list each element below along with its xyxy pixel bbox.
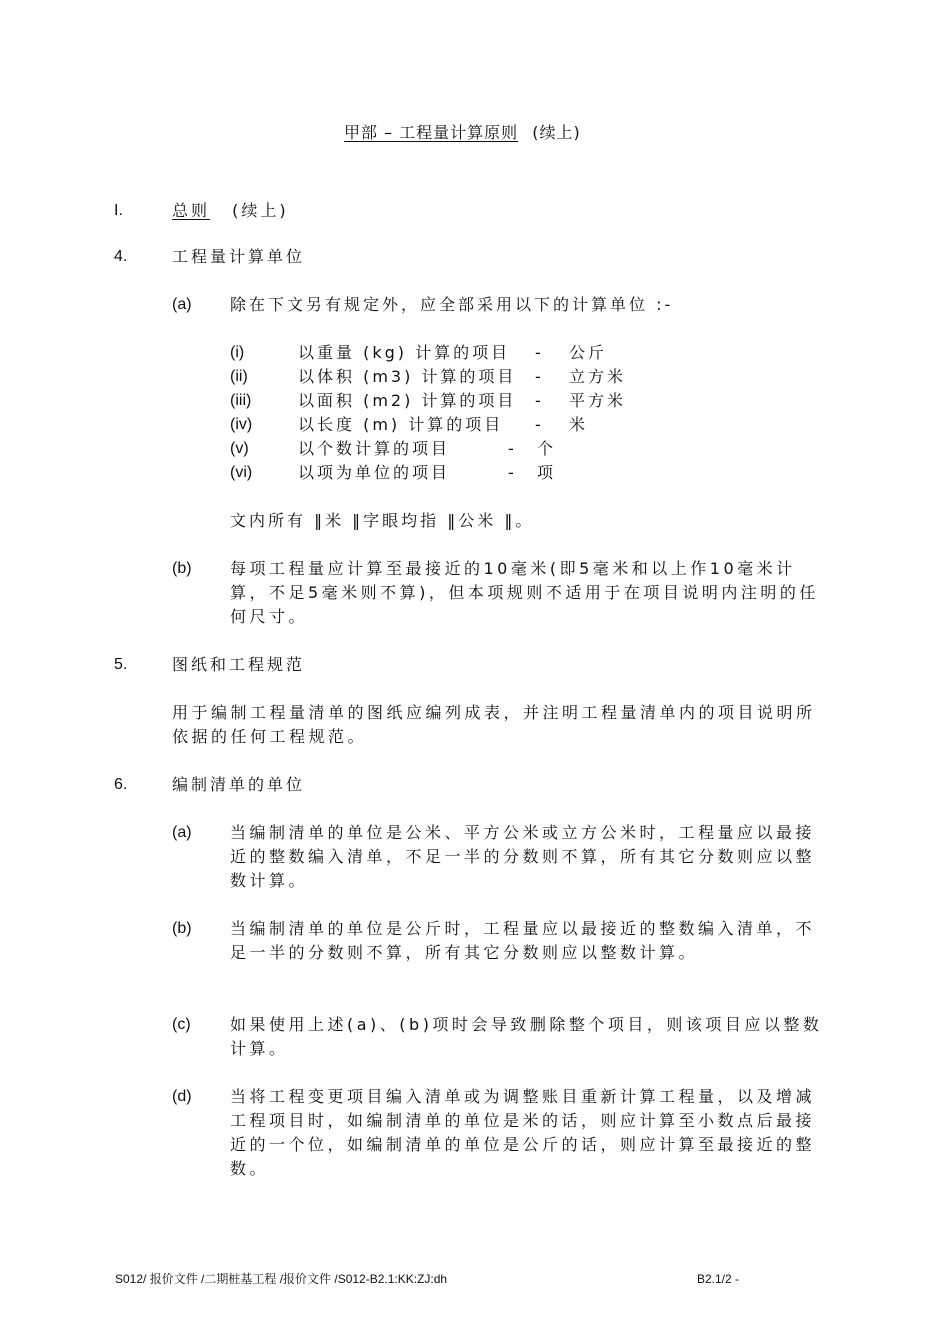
page-title [344,121,581,145]
section-heading-text: 总则 [172,201,211,220]
unit-roman: (v) [230,440,249,457]
unit-name: 公斤 [569,343,608,362]
clause-heading: 编制清单的单位 [172,775,306,794]
page-title-suffix: (续上) [532,123,581,142]
unit-dash: - [535,343,544,362]
unit-name: 平方米 [569,391,627,410]
footer-page-number: B2.1/2 - [697,1272,740,1286]
sub-clause-label: (b) [172,560,192,577]
section-heading [172,199,289,223]
sub-clause-label: (d) [172,1088,192,1105]
unit-item: 以长度 (m) 计算的项目 [298,415,504,434]
section-heading-suffix: (续上) [232,201,289,220]
unit-item: 以面积 (m2) 计算的项目 [298,391,517,410]
unit-dash: - [535,415,544,434]
unit-item: 以个数计算的项目 [298,439,451,458]
unit-name: 立方米 [569,367,627,386]
unit-roman: (iii) [230,392,252,409]
sub-clause-text: 当编制清单的单位是公米、平方公米或立方公米时，工程量应以最接近的整数编入清单，不足一半的分数则不算，所有其它分数则应以整数计算。 [230,823,816,890]
unit-item: 以体积 (m3) 计算的项目 [298,367,517,386]
sub-clause-label: (b) [172,920,192,937]
clause-heading: 图纸和工程规范 [172,655,306,674]
unit-name: 米 [569,415,589,434]
clause-number: 6. [114,776,128,793]
clause-paragraph: 用于编制工程量清单的图纸应编列成表，并注明工程量清单内的项目说明所依据的任何工程规范。 [172,703,816,746]
section-marker: I. [114,202,123,219]
unit-dash: - [535,391,544,410]
sub-clause-text: 每项工程量应计算至最接近的10毫米(即5毫米和以上作10毫米计算，不足5毫米则不算)，但本项规则不适用于在项目说明内注明的任何尺寸。 [230,559,819,626]
sub-clause-text: 当编制清单的单位是公斤时，工程量应以最接近的整数编入清单，不足一半的分数则不算，所有其它分数则应以整数计算。 [230,919,816,962]
unit-item: 以重量 (kg) 计算的项目 [298,343,511,362]
sub-clause-text: 当将工程变更项目编入清单或为调整账目重新计算工程量，以及增减工程项目时，如编制清单的单位是米的话，则应计算至小数点后最接近的一个位，如编制清单的单位是公斤的话，则应计算至最接近的整数。 [230,1087,816,1178]
sub-clause-text: 如果使用上述(a)、(b)项时会导致删除整个项目，则该项目应以整数计算。 [230,1015,823,1058]
unit-dash: - [508,463,517,482]
clause-heading: 工程量计算单位 [172,247,306,266]
unit-dash: - [535,367,544,386]
unit-name: 个 [537,439,557,458]
unit-name: 项 [537,463,557,482]
page-title-main: 甲部 – 工程量计算原则 [344,123,519,142]
unit-roman: (ii) [230,368,248,385]
footer-path: S012/ 报价文件 /二期桩基工程 /报价文件 /S012-B2.1:KK:ZJ:dh [115,1272,448,1286]
unit-dash: - [508,439,517,458]
clause-number: 5. [114,656,128,673]
sub-clause-label: (c) [172,1016,191,1033]
unit-item: 以项为单位的项目 [298,463,451,482]
sub-clause-label: (a) [172,296,192,313]
sub-clause-label: (a) [172,824,192,841]
unit-roman: (i) [230,344,245,361]
unit-roman: (vi) [230,464,253,481]
unit-roman: (iv) [230,416,253,433]
sub-clause-text: 除在下文另有规定外，应全部采用以下的计算单位 :- [230,295,674,314]
clause-number: 4. [114,248,128,265]
unit-note: 文内所有 ‖米 ‖字眼均指 ‖公米 ‖。 [230,511,535,530]
